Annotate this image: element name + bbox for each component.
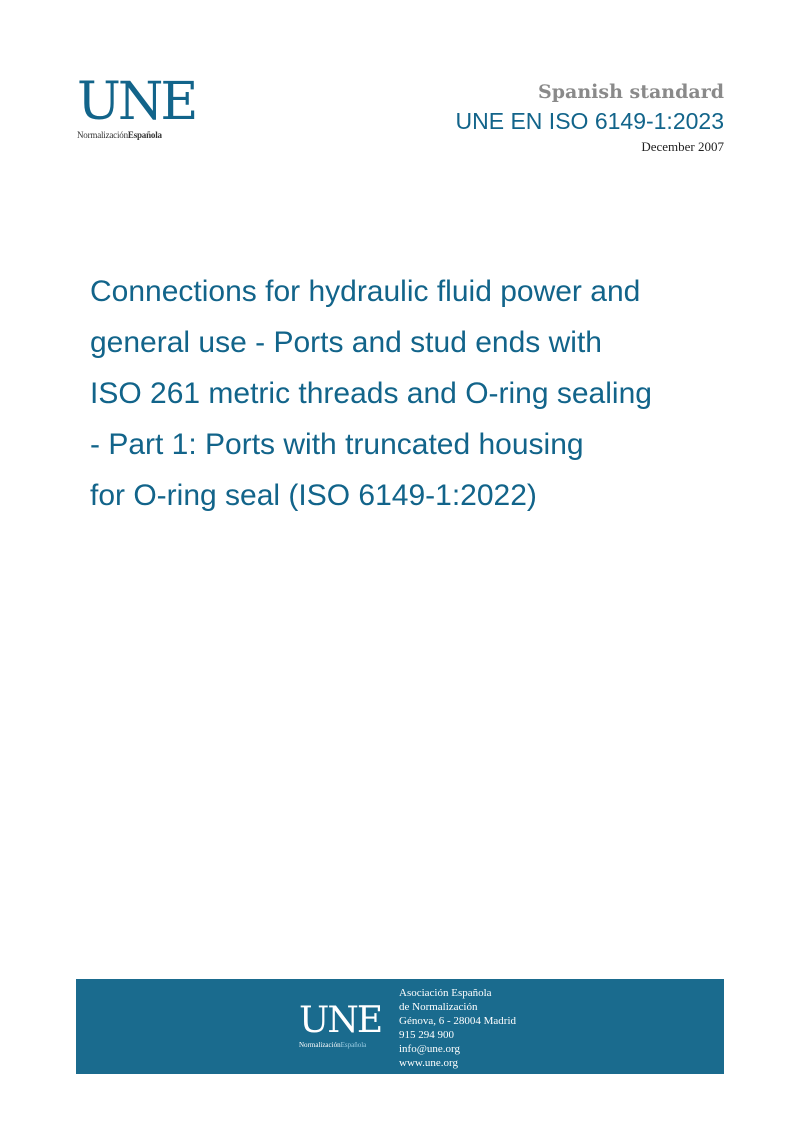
- title-line: general use - Ports and stud ends with: [90, 326, 602, 359]
- logo-tagline-a: Normalización: [77, 130, 128, 140]
- title-line: ISO 261 metric threads and O-ring sealing: [90, 377, 652, 410]
- footer-logo-tagline-a: Normalización: [299, 1041, 341, 1049]
- title-line: - Part 1: Ports with truncated housing: [90, 428, 584, 461]
- address-phone: 915 294 900: [399, 1029, 454, 1041]
- footer-logo-wordmark: UNE: [299, 1000, 382, 1041]
- publisher-address: [399, 986, 516, 1070]
- footer-logo-tagline-b: Española: [340, 1041, 367, 1049]
- standard-date: December 2007: [641, 139, 724, 154]
- address-street: Génova, 6 - 28004 Madrid: [399, 1015, 517, 1027]
- standard-code: UNE EN ISO 6149-1:2023: [455, 108, 724, 134]
- address-org-line-1: Asociación Española: [399, 987, 492, 999]
- logo-wordmark: UNE: [77, 72, 196, 132]
- une-logo: [77, 72, 197, 140]
- title-line: for O-ring seal (ISO 6149-1:2022): [90, 479, 537, 512]
- logo-tagline-b: Española: [127, 130, 162, 140]
- publisher-footer: [76, 979, 724, 1074]
- address-email-link[interactable]: info@une.org: [399, 1043, 460, 1055]
- footer-une-logo: [299, 1000, 389, 1049]
- title-line: Connections for hydraulic fluid power and: [90, 275, 641, 308]
- address-org-line-2: de Normalización: [399, 1001, 478, 1013]
- address-website-link[interactable]: www.une.org: [399, 1057, 458, 1069]
- footer-logo-tagline: [299, 1041, 389, 1049]
- standard-kind: Spanish standard: [538, 81, 724, 103]
- document-title: [90, 266, 740, 521]
- standard-header: [456, 80, 724, 156]
